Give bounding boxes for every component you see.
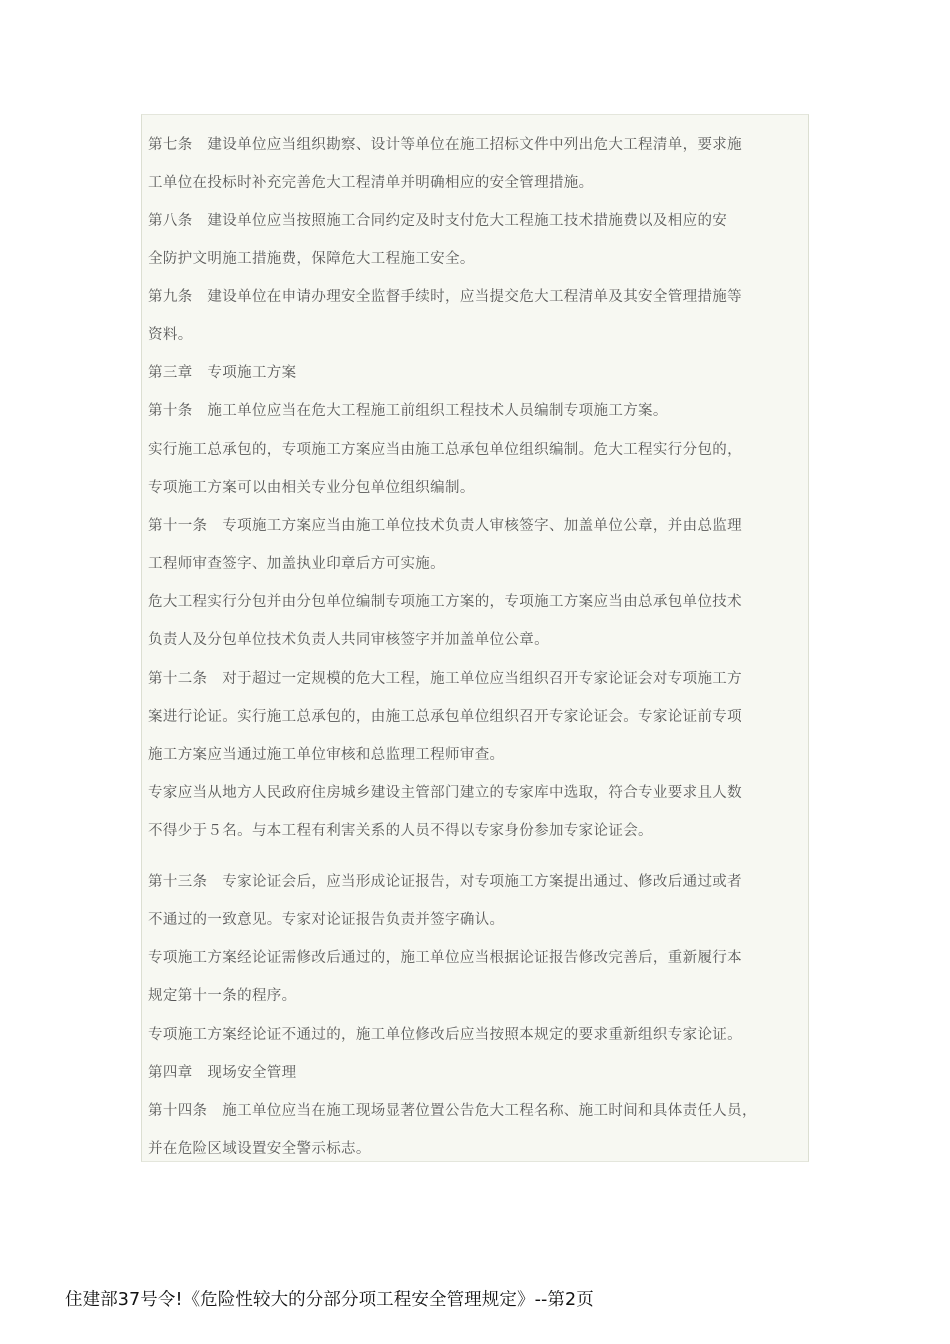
text-line: 不得少于５名。与本工程有利害关系的人员不得以专家身份参加专家论证会。 <box>148 823 653 839</box>
text-line: 规定第十一条的程序。 <box>148 988 297 1004</box>
text-line: 实行施工总承包的，专项施工方案应当由施工总承包单位组织编制。危大工程实行分包的， <box>148 442 742 458</box>
text-line: 第七条 建设单位应当组织勘察、设计等单位在施工招标文件中列出危大工程清单，要求施 <box>148 137 742 153</box>
text-line: 工单位在投标时补充完善危大工程清单并明确相应的安全管理措施。 <box>148 175 594 191</box>
text-line: 第十三条 专家论证会后，应当形成论证报告，对专项施工方案提出通过、修改后通过或者 <box>148 874 742 890</box>
text-line: 第十一条 专项施工方案应当由施工单位技术负责人审核签字、加盖单位公章，并由总监理 <box>148 518 742 534</box>
text-line: 施工方案应当通过施工单位审核和总监理工程师审查。 <box>148 747 505 763</box>
text-line: 并在危险区域设置安全警示标志。 <box>148 1141 371 1157</box>
text-line: 危大工程实行分包并由分包单位编制专项施工方案的，专项施工方案应当由总承包单位技术 <box>148 594 742 610</box>
text-line: 专项施工方案可以由相关专业分包单位组织编制。 <box>148 480 475 496</box>
text-line: 专家应当从地方人民政府住房城乡建设主管部门建立的专家库中选取，符合专业要求且人数 <box>148 785 742 801</box>
text-line: 工程师审查签字、加盖执业印章后方可实施。 <box>148 556 445 572</box>
text-line: 第十条 施工单位应当在危大工程施工前组织工程技术人员编制专项施工方案。 <box>148 403 668 419</box>
page-footer: 住建部37号令!《危险性较大的分部分项工程安全管理规定》--第2页 <box>65 1290 594 1310</box>
text-line: 第八条 建设单位应当按照施工合同约定及时支付危大工程施工技术措施费以及相应的安 <box>148 213 728 229</box>
text-line: 案进行论证。实行施工总承包的，由施工总承包单位组织召开专家论证会。专家论证前专项 <box>148 709 742 725</box>
text-line: 第十四条 施工单位应当在施工现场显著位置公告危大工程名称、施工时间和具体责任人员， <box>148 1103 757 1119</box>
text-line: 第十二条 对于超过一定规模的危大工程，施工单位应当组织召开专家论证会对专项施工方 <box>148 671 742 687</box>
document-content <box>141 114 809 1162</box>
text-line: 负责人及分包单位技术负责人共同审核签字并加盖单位公章。 <box>148 632 549 648</box>
text-line: 资料。 <box>148 327 193 343</box>
text-line: 第九条 建设单位在申请办理安全监督手续时，应当提交危大工程清单及其安全管理措施等 <box>148 289 742 305</box>
text-line: 专项施工方案经论证需修改后通过的，施工单位应当根据论证报告修改完善后，重新履行本 <box>148 950 742 966</box>
chapter-heading: 第四章 现场安全管理 <box>148 1065 297 1081</box>
text-line: 专项施工方案经论证不通过的，施工单位修改后应当按照本规定的要求重新组织专家论证。 <box>148 1027 742 1043</box>
text-line: 全防护文明施工措施费，保障危大工程施工安全。 <box>148 251 475 267</box>
text-line: 不通过的一致意见。专家对论证报告负责并签字确认。 <box>148 912 505 928</box>
chapter-heading: 第三章 专项施工方案 <box>148 365 297 381</box>
